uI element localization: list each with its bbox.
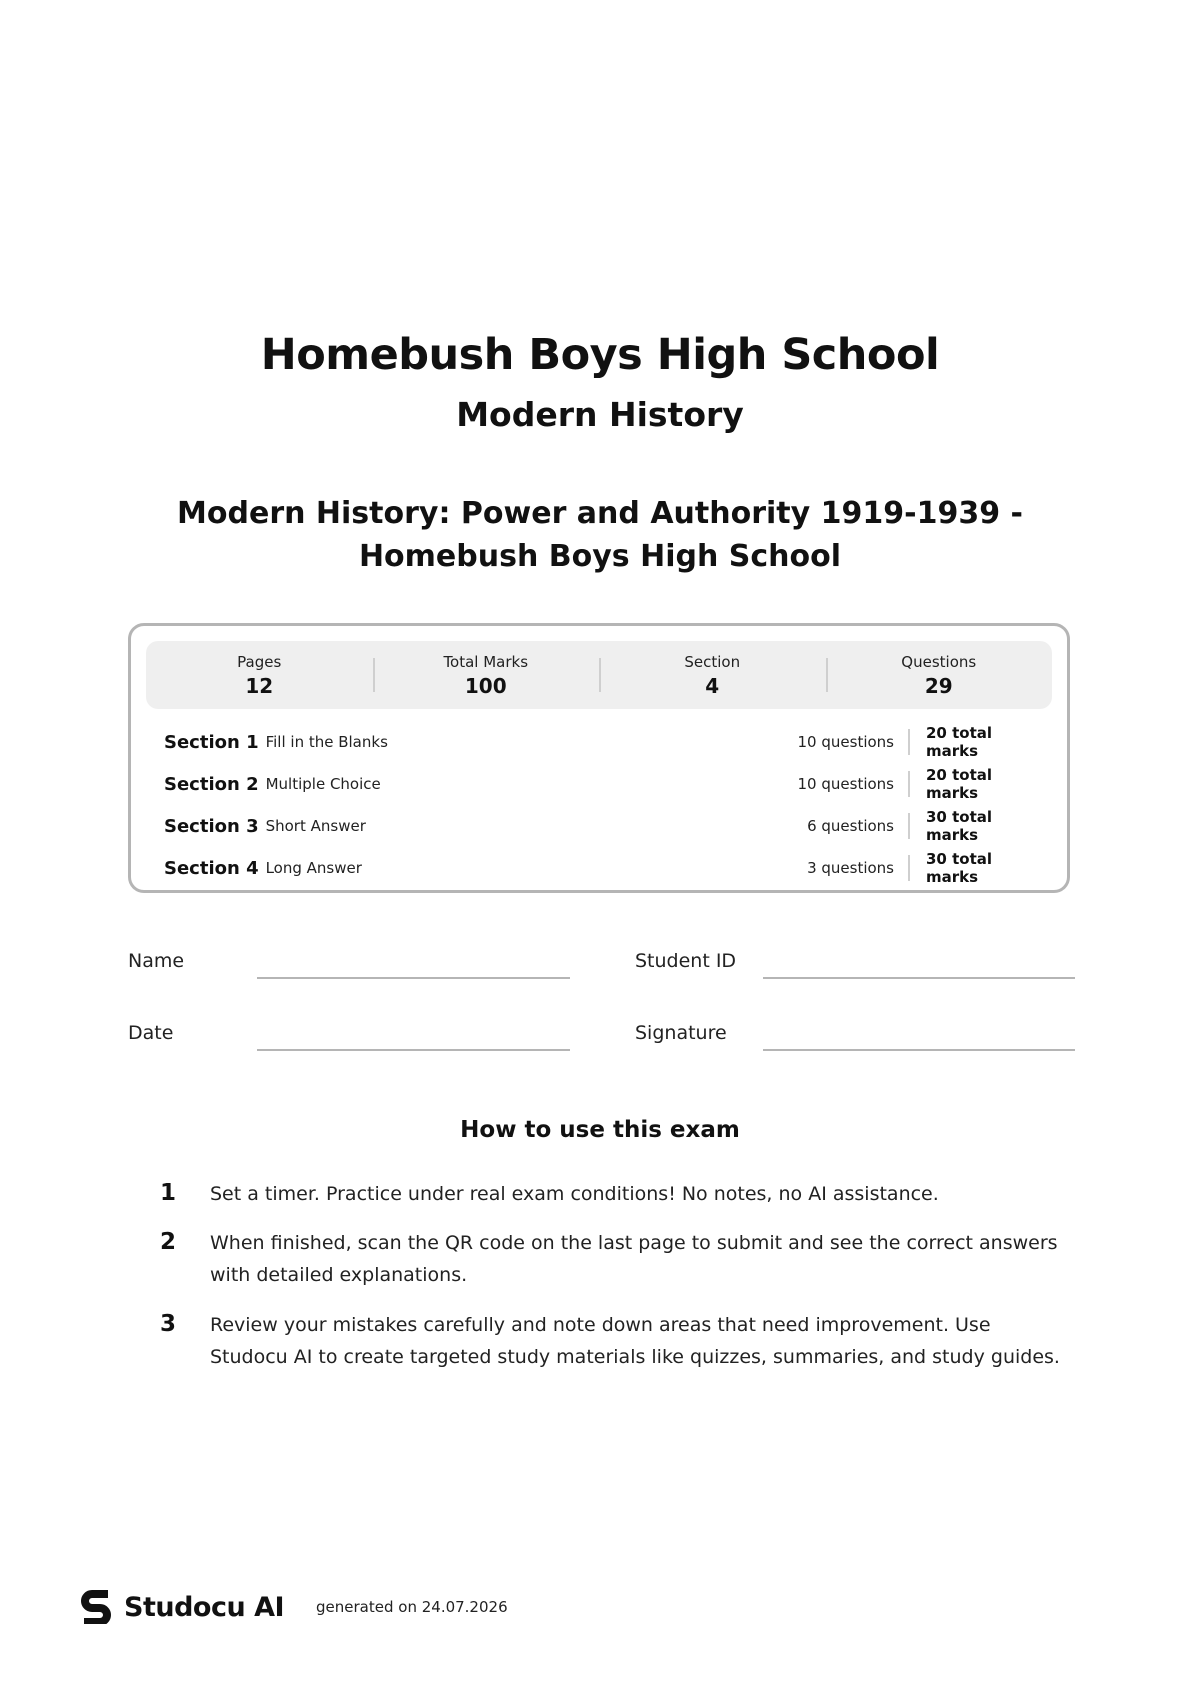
exam-title: Modern History: Power and Authority 1919-1939 - Homebush Boys High School — [177, 496, 1023, 574]
step-number: 3 — [160, 1311, 177, 1337]
brand-name: Studocu AI — [124, 1591, 285, 1623]
section-name: Section 2 — [164, 773, 259, 795]
section-type: Multiple Choice — [265, 775, 381, 793]
section-row-2 — [164, 766, 1044, 802]
step-text: When finished, scan the QR code on the last page to submit and see the correct answers with detailed explanations. — [210, 1232, 1058, 1286]
howto-step-2 — [160, 1227, 1060, 1291]
section-row-3 — [164, 808, 1044, 844]
stat-label: Total Marks — [443, 652, 529, 671]
section-name: Section 4 — [164, 857, 259, 879]
howto-step-1 — [160, 1178, 1060, 1210]
signature-label: Signature — [635, 1022, 727, 1044]
stat-value: 12 — [245, 673, 274, 698]
stat-label: Section — [684, 652, 741, 671]
stat-total-marks — [373, 641, 600, 709]
step-text: Review your mistakes carefully and note down areas that need improvement. Use Studocu AI to create targeted study materials like quizzes, summaries, and study guides. — [210, 1314, 1060, 1368]
howto-step-3 — [160, 1309, 1060, 1373]
section-row-1 — [164, 724, 1044, 760]
exam-summary-card — [128, 623, 1070, 893]
stat-value: 4 — [705, 673, 720, 698]
section-question-count: 10 questions — [798, 771, 910, 797]
section-question-count: 10 questions — [798, 729, 910, 755]
stat-pages — [146, 641, 373, 709]
section-type: Fill in the Blanks — [265, 733, 388, 751]
generated-date: generated on 24.07.2026 — [316, 1598, 508, 1616]
step-number: 1 — [160, 1180, 177, 1206]
studocu-logo-icon — [78, 1586, 114, 1628]
date-field[interactable] — [257, 1049, 570, 1051]
step-text: Set a timer. Practice under real exam conditions! No notes, no AI assistance. — [210, 1183, 939, 1205]
name-label: Name — [128, 950, 185, 972]
stat-sections — [599, 641, 826, 709]
section-marks: 20 total marks — [926, 766, 993, 802]
section-type: Long Answer — [265, 859, 362, 877]
name-field[interactable] — [257, 977, 570, 979]
section-marks: 30 total marks — [926, 850, 993, 886]
section-row-4 — [164, 850, 1044, 886]
step-number: 2 — [160, 1229, 177, 1255]
stat-label: Pages — [237, 652, 282, 671]
section-question-count: 3 questions — [807, 855, 910, 881]
section-question-count: 6 questions — [807, 813, 910, 839]
section-marks: 20 total marks — [926, 724, 993, 760]
stat-questions — [826, 641, 1053, 709]
section-marks: 30 total marks — [926, 808, 993, 844]
section-name: Section 1 — [164, 731, 259, 753]
stats-bar — [146, 641, 1052, 709]
subject-title: Modern History — [456, 395, 744, 434]
date-label: Date — [128, 1022, 174, 1044]
footer — [78, 1585, 508, 1629]
section-type: Short Answer — [265, 817, 366, 835]
signature-field[interactable] — [763, 1049, 1075, 1051]
stat-value: 29 — [924, 673, 953, 698]
student-id-field[interactable] — [763, 977, 1075, 979]
section-name: Section 3 — [164, 815, 259, 837]
stat-label: Questions — [901, 652, 977, 671]
school-title: Homebush Boys High School — [260, 330, 940, 380]
stat-value: 100 — [464, 673, 507, 698]
howto-title: How to use this exam — [460, 1117, 740, 1143]
student-id-label: Student ID — [635, 950, 737, 972]
